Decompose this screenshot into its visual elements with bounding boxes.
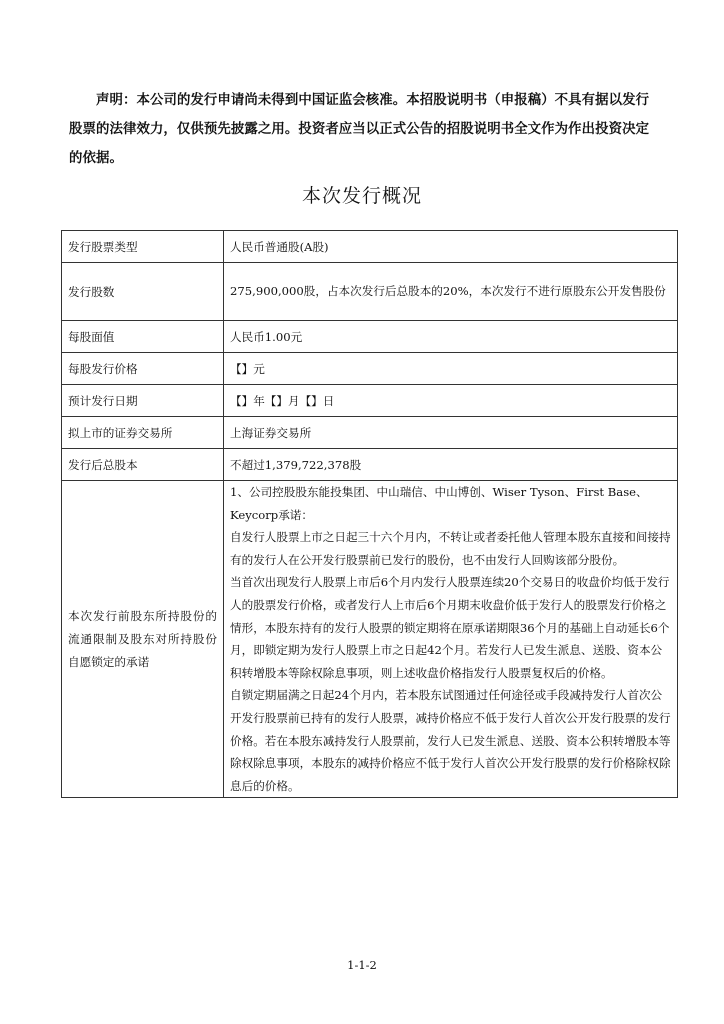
lockup-paragraph: 自发行人股票上市之日起三十六个月内，不转让或者委托他人管理本股东直接和间接持有的发行人在公开发行股票前已发行的股份，也不由发行人回购该部分股份。 xyxy=(230,530,671,567)
row-label: 发行股票类型 xyxy=(62,231,224,263)
declaration-text: 声明：本公司的发行申请尚未得到中国证监会核准。本招股说明书（申报稿）不具有据以发行股票的法律效力，仅供预先披露之用。投资者应当以正式公告的招股说明书全文作为作出投资决定的依据。 xyxy=(69,93,650,166)
row-value: 【】元 xyxy=(224,353,678,385)
row-value: 不超过1,379,722,378股 xyxy=(224,449,678,481)
lockup-paragraph: 自锁定期届满之日起24个月内，若本股东试图通过任何途径或手段减持发行人首次公开发行股票前已持有的发行人股票，减持价格应不低于发行人首次公开发行股票的发行价格。若在本股东减持发行人股票前，发行人已发生派息、送股、资本公积转增股本等除权除息事项，本股东的减持价格应不低于发行人首次公开发行股票的发行价格除权除息后的价格。 xyxy=(230,688,671,793)
row-value: 人民币普通股(A股) xyxy=(224,231,678,263)
table-row xyxy=(62,385,678,417)
row-label: 预计发行日期 xyxy=(62,385,224,417)
table-row xyxy=(62,417,678,449)
row-value: 【】年【】月【】日 xyxy=(224,385,678,417)
row-label: 发行后总股本 xyxy=(62,449,224,481)
table-row xyxy=(62,449,678,481)
table-row xyxy=(62,263,678,321)
row-label: 每股面值 xyxy=(62,321,224,353)
row-value: 上海证券交易所 xyxy=(224,417,678,449)
lockup-paragraph: 当首次出现发行人股票上市后6个月内发行人股票连续20个交易日的收盘价均低于发行人的股票发行价格，或者发行人上市后6个月期末收盘价低于发行人的股票发行价格之情形，本股东持有的发行人股票的锁定期将在原承诺期限36个月的基础上自动延长6个月，即锁定期为发行人股票上市之日起42个月。若发行人已发生派息、送股、资本公积转增股本等除权除息事项，则上述收盘价格指发行人股票复权后的价格。 xyxy=(230,575,670,680)
page-title: 本次发行概况 xyxy=(301,185,422,207)
table-row xyxy=(62,231,678,263)
table-row xyxy=(62,353,678,385)
page-number: 1-1-2 xyxy=(347,958,377,972)
row-label: 每股发行价格 xyxy=(62,353,224,385)
row-label: 发行股数 xyxy=(62,263,224,321)
row-value: 275,900,000股，占本次发行后总股本的20%，本次发行不进行原股东公开发售股份 xyxy=(224,263,678,321)
table-row-lockup xyxy=(62,481,678,798)
lockup-commitments xyxy=(224,481,678,798)
lockup-label: 本次发行前股东所持股份的流通限制及股东对所持股份自愿锁定的承诺 xyxy=(62,481,224,798)
row-value: 人民币1.00元 xyxy=(224,321,678,353)
table-row xyxy=(62,321,678,353)
lockup-paragraph: 1、公司控股股东能投集团、中山瑞信、中山博创、Wiser Tyson、First Base、Keycorp承诺： xyxy=(230,485,648,522)
offering-overview-table xyxy=(61,230,678,798)
row-label: 拟上市的证券交易所 xyxy=(62,417,224,449)
